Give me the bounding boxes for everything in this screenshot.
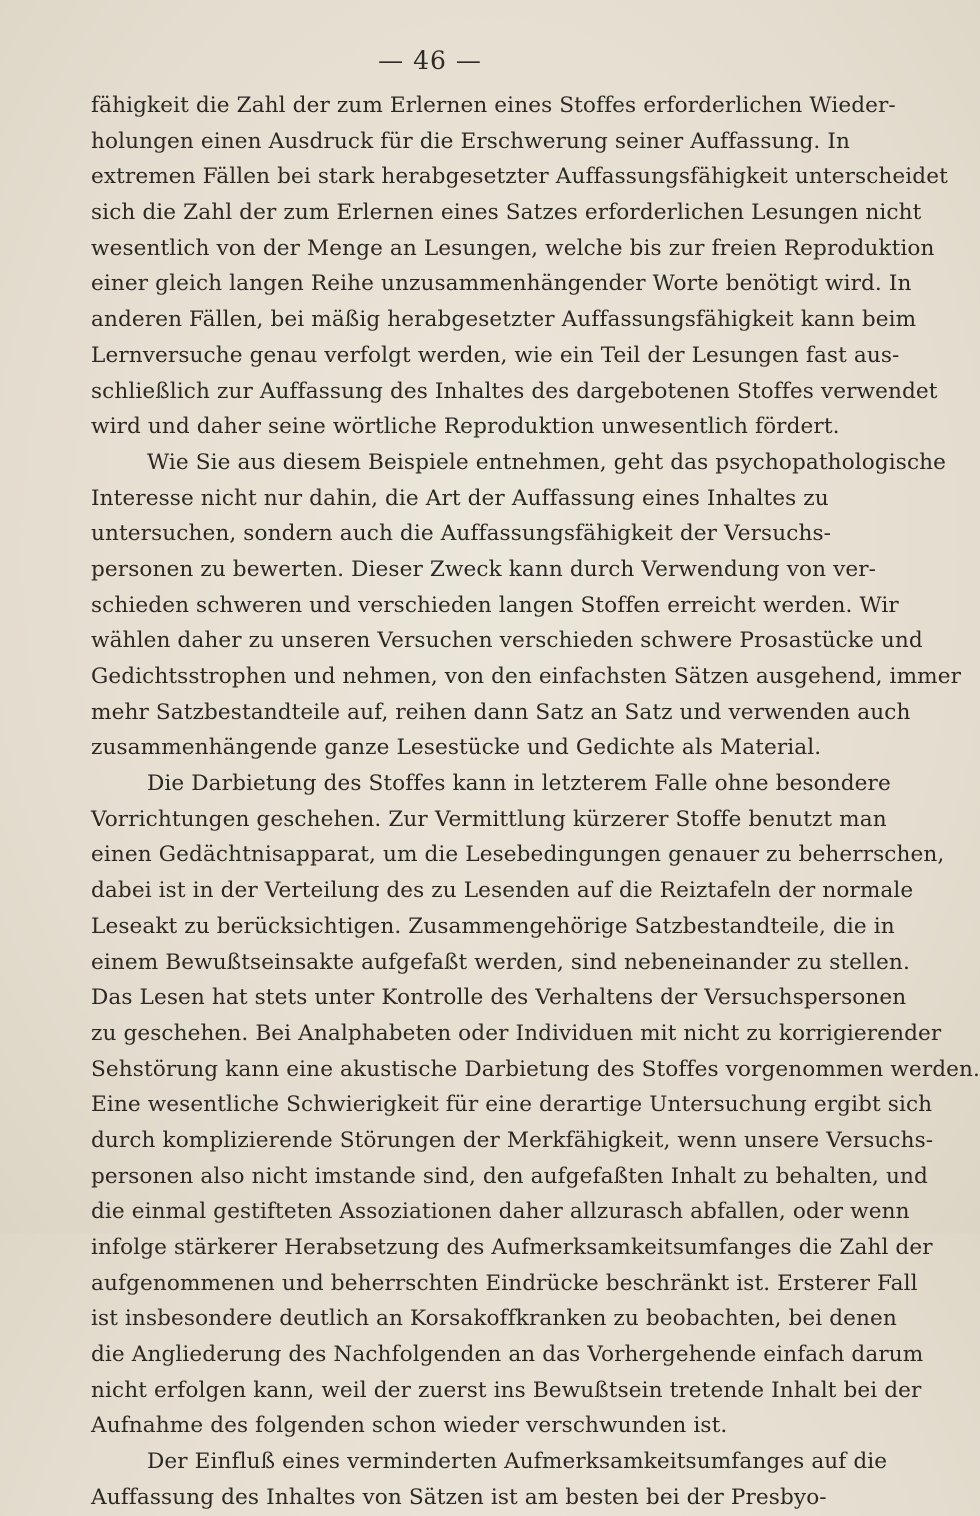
text-line: personen also nicht imstande sind, den aufgefaßten Inhalt zu behalten, und (91, 1163, 928, 1189)
text-line: zusammenhängende ganze Lesestücke und Gedichte als Material. (91, 735, 822, 761)
text-line: Eine wesentliche Schwierigkeit für eine derartige Untersuchung ergibt sich (91, 1092, 933, 1118)
text-line: durch komplizierende Störungen der Merkfähigkeit, wenn unsere Versuchs- (91, 1127, 934, 1153)
text-line: einer gleich langen Reihe unzusammenhängender Worte benötigt wird. In (91, 271, 912, 297)
text-line: fähigkeit die Zahl der zum Erlernen eines Stoffes erforderlichen Wieder- (91, 93, 896, 118)
text-line: Lernversuche genau verfolgt werden, wie ein Teil der Lesungen fast aus- (91, 342, 900, 368)
text-line: einen Gedächtnisapparat, um die Lesebedingungen genauer zu beherrschen, (91, 842, 945, 868)
text-line: Sehstörung kann eine akustische Darbietung des Stoffes vorgenommen werden. (91, 1056, 980, 1082)
text-line: Aufnahme des folgenden schon wieder verschwunden ist. (91, 1413, 728, 1439)
text-line: Das Lesen hat stets unter Kontrolle des Verhaltens der Versuchspersonen (91, 985, 907, 1011)
text-line: untersuchen, sondern auch die Auffassungsfähigkeit der Versuchs- (91, 521, 832, 547)
text-line: Die Darbietung des Stoffes kann in letzterem Falle ohne besondere (147, 771, 891, 797)
text-line: personen zu bewerten. Dieser Zweck kann durch Verwendung von ver- (91, 556, 877, 582)
text-line: ist insbesondere deutlich an Korsakoffkranken zu beobachten, bei denen (91, 1306, 897, 1332)
text-line: zu geschehen. Bei Analphabeten oder Individuen mit nicht zu korrigierender (91, 1020, 942, 1046)
text-line: mehr Satzbestandteile auf, reihen dann Satz an Satz und verwenden auch (91, 699, 911, 725)
text-line: Vorrichtungen geschehen. Zur Vermittlung kürzerer Stoffe benutzt man (91, 806, 887, 832)
text-line: anderen Fällen, bei mäßig herabgesetzter Auffassungsfähigkeit kann beim (91, 307, 917, 333)
body-text (91, 88, 980, 1516)
text-line: extremen Fällen bei stark herabgesetzter Auffassungsfähigkeit unterscheidet (91, 164, 948, 190)
text-line: Der Einfluß eines verminderten Aufmerksamkeitsumfanges auf die (147, 1449, 888, 1475)
text-line: wählen daher zu unseren Versuchen verschieden schwere Prosastücke und (91, 628, 923, 654)
text-line: die Angliederung des Nachfolgenden an das Vorhergehende einfach darum (91, 1342, 924, 1368)
text-line: aufgenommenen und beherrschten Eindrücke beschränkt ist. Ersterer Fall (91, 1270, 918, 1296)
text-line: die einmal gestifteten Assoziationen daher allzurasch abfallen, oder wenn (91, 1199, 910, 1225)
page-number: — 46 — (378, 46, 482, 75)
text-line: wird und daher seine wörtliche Reproduktion unwesentlich fördert. (91, 414, 840, 440)
text-line: wesentlich von der Menge an Lesungen, welche bis zur freien Reproduktion (91, 235, 935, 261)
text-line: schließlich zur Auffassung des Inhaltes des dargebotenen Stoffes verwendet (91, 378, 938, 404)
text-line: infolge stärkerer Herabsetzung des Aufmerksamkeitsumfanges die Zahl der (91, 1235, 933, 1260)
text-line: sich die Zahl der zum Erlernen eines Satzes erforderlichen Lesungen nicht (91, 200, 922, 226)
text-line: Wie Sie aus diesem Beispiele entnehmen, geht das psychopathologische (147, 449, 947, 475)
text-line: Auffassung des Inhaltes von Sätzen ist am besten bei der Presbyo- (91, 1484, 827, 1510)
text-line: Leseakt zu berücksichtigen. Zusammengehörige Satzbestandteile, die in (91, 913, 895, 939)
text-line: dabei ist in der Verteilung des zu Lesenden auf die Reiztafeln der normale (91, 878, 914, 904)
text-line: Gedichtsstrophen und nehmen, von den einfachsten Sätzen ausgehend, immer (91, 664, 962, 689)
text-line: einem Bewußtseinsakte aufgefaßt werden, sind nebeneinander zu stellen. (91, 949, 910, 975)
text-line: Interesse nicht nur dahin, die Art der Auffassung eines Inhaltes zu (91, 485, 829, 511)
text-line: nicht erfolgen kann, weil der zuerst ins Bewußtsein tretende Inhalt bei der (91, 1377, 922, 1403)
text-line: schieden schweren und verschieden langen Stoffen erreicht werden. Wir (91, 592, 899, 618)
text-line: holungen einen Ausdruck für die Erschwerung seiner Auffassung. In (91, 128, 851, 154)
